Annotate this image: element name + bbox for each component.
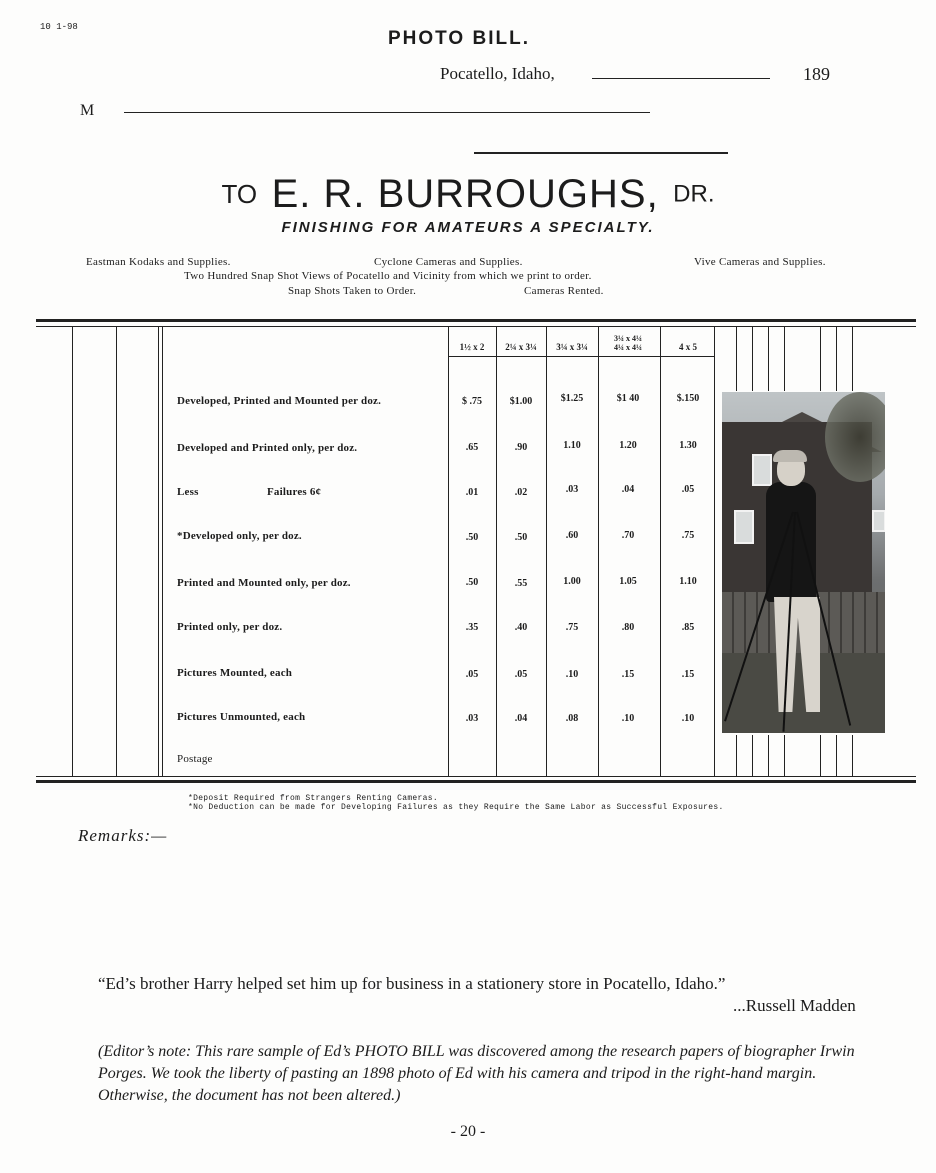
col-divider [598,327,599,776]
year-label: 189 [803,64,830,84]
table-cell: 1.30 [679,440,697,451]
col-divider [72,327,73,776]
table-cell: .08 [565,713,579,724]
col-header-5: 4 x 5 [679,342,697,352]
table-cell: .60 [565,530,579,541]
table-cell: .05 [514,669,528,680]
col-header-4-line2: 4¼ x 4¼ [614,343,642,352]
remarks-label: Remarks:— [78,826,168,845]
table-bottom-rule [36,780,916,783]
table-cell: $1.25 [560,393,584,404]
corner-code: 10 1-98 [40,22,78,32]
table-cell: .10 [565,669,579,680]
table-cell: 1.10 [679,576,697,587]
supply-eastman: Eastman Kodaks and Supplies. [86,256,231,268]
table-cell: .35 [465,622,479,633]
editor-note: (Editor’s note: This rare sample of Ed’s PHOTO BILL was discovered among the research papers of biographer Irwin Porges. We took the liberty of pasting an 1898 photo of Ed with his camera and tripod in the right-hand margin. Otherwise, the document has not been altered.) [98,1043,855,1104]
house-window [752,454,772,486]
table-cell: .03 [465,713,479,724]
table-cell: .02 [514,487,528,498]
proprietor-heading [0,172,936,217]
quote-text: “Ed’s brother Harry helped set him up for business in a stationery store in Pocatello, Idaho.” [98,974,726,993]
table-cell: .80 [621,622,635,633]
photo-of-ed-with-camera [722,392,885,733]
table-cell: .04 [621,484,635,495]
margin-stripe [784,735,785,776]
table-bottom-rule-thin [36,776,916,777]
margin-stripe [852,327,853,391]
col-divider [660,327,661,776]
header-underline [448,356,714,357]
margin-stripe [752,327,753,391]
table-cell: .05 [465,669,479,680]
margin-stripe [768,735,769,776]
table-cell: .75 [565,622,579,633]
col-header-3: 3¼ x 3¼ [556,342,588,352]
table-cell: .50 [514,532,528,543]
row-label-pictures-unmounted: Pictures Unmounted, each [177,711,306,723]
col-header-4 [604,334,652,352]
col-divider [162,327,163,776]
col-divider [158,327,159,776]
man-cap [773,450,807,462]
table-cell: .40 [514,622,528,633]
table-cell: .01 [465,487,479,498]
table-cell: $1 40 [616,393,640,404]
table-cell: .75 [681,530,695,541]
table-cell: .50 [465,577,479,588]
footnote-no-deduction: *No Deduction can be made for Developing Failures as they Require the Same Labor as Successful Exposures. [188,803,724,812]
col-divider [714,327,715,776]
col-header-1: 1½ x 2 [459,342,485,352]
table-cell: $ .75 [462,396,482,407]
margin-stripe [852,735,853,776]
supply-snapshots: Snap Shots Taken to Order. [288,285,417,297]
margin-stripe [836,735,837,776]
margin-stripe [820,327,821,391]
supply-rented: Cameras Rented. [524,285,604,297]
customer-label: M [80,102,95,119]
margin-stripe [820,735,821,776]
table-cell: .90 [514,442,528,453]
place-label: Pocatello, Idaho, [440,64,555,83]
margin-stripe [736,327,737,391]
table-cell: .65 [465,442,479,453]
col-divider [496,327,497,776]
row-label-developed-printed-mounted: Developed, Printed and Mounted per doz. [177,395,382,407]
table-cell: .15 [621,669,635,680]
table-top-rule [36,319,916,322]
row-label-pictures-mounted: Pictures Mounted, each [177,667,293,679]
row-label-developed-printed: Developed and Printed only, per doz. [177,442,358,454]
margin-stripe [752,735,753,776]
table-cell: $1.00 [509,396,533,407]
table-cell: .10 [681,713,695,724]
table-cell: 1.10 [563,440,581,451]
col-header-2: 2¼ x 3¼ [505,342,537,352]
supply-views: Two Hundred Snap Shot Views of Pocatello and Vicinity from which we print to order. [184,270,592,282]
table-cell: 1.00 [563,576,581,587]
dr-label: DR. [673,180,715,208]
col-divider [448,327,449,776]
to-word: TO [221,179,258,209]
supply-vive: Vive Cameras and Supplies. [694,256,826,268]
row-label-less: Less [177,486,199,498]
table-cell: .15 [681,669,695,680]
margin-stripe [784,327,785,391]
tagline: FINISHING FOR AMATEURS A SPECIALTY. [281,219,655,236]
row-label-postage: Postage [177,753,213,765]
table-cell: .05 [681,484,695,495]
col-header-4-line1: 3¼ x 4¼ [614,334,642,343]
customer-line [124,112,650,113]
table-cell: .10 [621,713,635,724]
row-label-printed-only: Printed only, per doz. [177,621,283,633]
table-cell: .70 [621,530,635,541]
table-cell: .55 [514,578,528,589]
date-line [592,78,770,79]
header-rule [474,152,728,154]
row-label-printed-mounted: Printed and Mounted only, per doz. [177,577,351,589]
table-cell: 1.05 [619,576,637,587]
row-label-developed-only: *Developed only, per doz. [177,530,302,542]
house-window [734,510,754,544]
margin-stripe [768,327,769,391]
page-number: - 20 - [450,1123,486,1140]
col-divider [116,327,117,776]
quote-author: ...Russell Madden [733,996,856,1015]
table-cell: .50 [465,532,479,543]
table-cell: .85 [681,622,695,633]
house-window [872,510,885,532]
table-cell: $.150 [676,393,700,404]
proprietor-name: E. R. BURROUGHS, [271,172,659,216]
footnote-deposit: *Deposit Required from Strangers Renting Cameras. [188,794,438,803]
row-label-failures: Failures 6¢ [267,486,322,498]
col-divider [546,327,547,776]
table-cell: .04 [514,713,528,724]
supply-cyclone: Cyclone Cameras and Supplies. [374,256,523,268]
margin-stripe [836,327,837,391]
bill-title: PHOTO BILL. [388,28,530,49]
table-cell: 1.20 [619,440,637,451]
table-cell: .03 [565,484,579,495]
margin-stripe [736,735,737,776]
